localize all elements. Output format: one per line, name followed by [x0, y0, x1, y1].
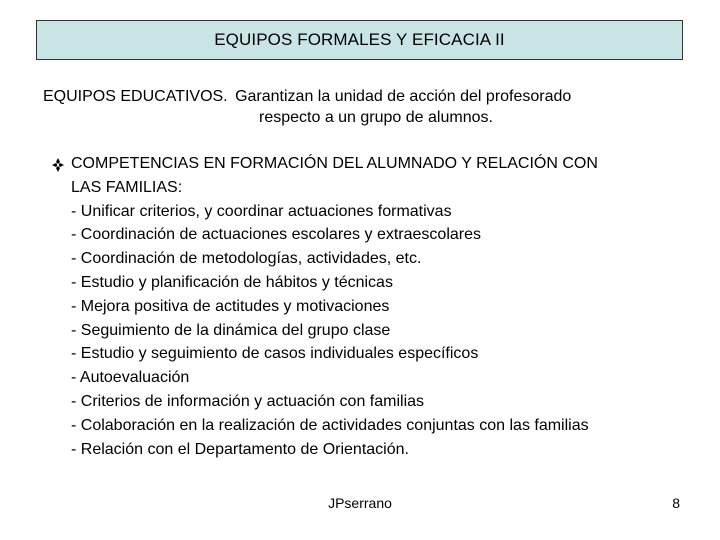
list-item: - Relación con el Departamento de Orientación. — [71, 440, 409, 458]
page-number: 8 — [672, 495, 680, 511]
list-item: - Criterios de información y actuación con familias — [71, 392, 425, 410]
list-item: - Mejora positiva de actitudes y motivaciones — [71, 297, 390, 315]
section-heading-line2: LAS FAMILIAS: — [71, 178, 183, 196]
intro-description-line2: respecto a un grupo de alumnos. — [259, 109, 493, 126]
intro-paragraph — [43, 86, 703, 128]
list-item: - Colaboración en la realización de actividades conjuntas con las familias — [71, 416, 589, 434]
list-item: - Unificar criterios, y coordinar actuaciones formativas — [71, 202, 452, 220]
list-item: - Seguimiento de la dinámica del grupo clase — [71, 321, 391, 339]
list-item: - Estudio y planificación de hábitos y técnicas — [71, 273, 393, 291]
section-heading-line1: COMPETENCIAS EN FORMACIÓN DEL ALUMNADO Y RELACIÓN CON — [71, 155, 598, 172]
list-item: - Estudio y seguimiento de casos individuales específicos — [71, 345, 479, 363]
intro-description-line1: Garantizan la unidad de acción del profesorado — [235, 88, 572, 105]
list-item: - Autoevaluación — [71, 369, 190, 387]
competencias-section — [51, 152, 711, 461]
diamond-bullet-icon — [51, 153, 65, 175]
section-heading — [51, 152, 711, 200]
list-item: - Coordinación de metodologías, actividades, etc. — [71, 250, 422, 268]
intro-line-1 — [43, 86, 703, 107]
footer-author: JPserrano — [328, 495, 392, 511]
slide-title-box — [36, 20, 683, 60]
slide-title: EQUIPOS FORMALES Y EFICACIA II — [214, 30, 505, 49]
competencias-list — [51, 200, 711, 462]
intro-lead: EQUIPOS EDUCATIVOS. — [43, 88, 228, 105]
list-item: - Coordinación de actuaciones escolares y extraescolares — [71, 226, 481, 244]
